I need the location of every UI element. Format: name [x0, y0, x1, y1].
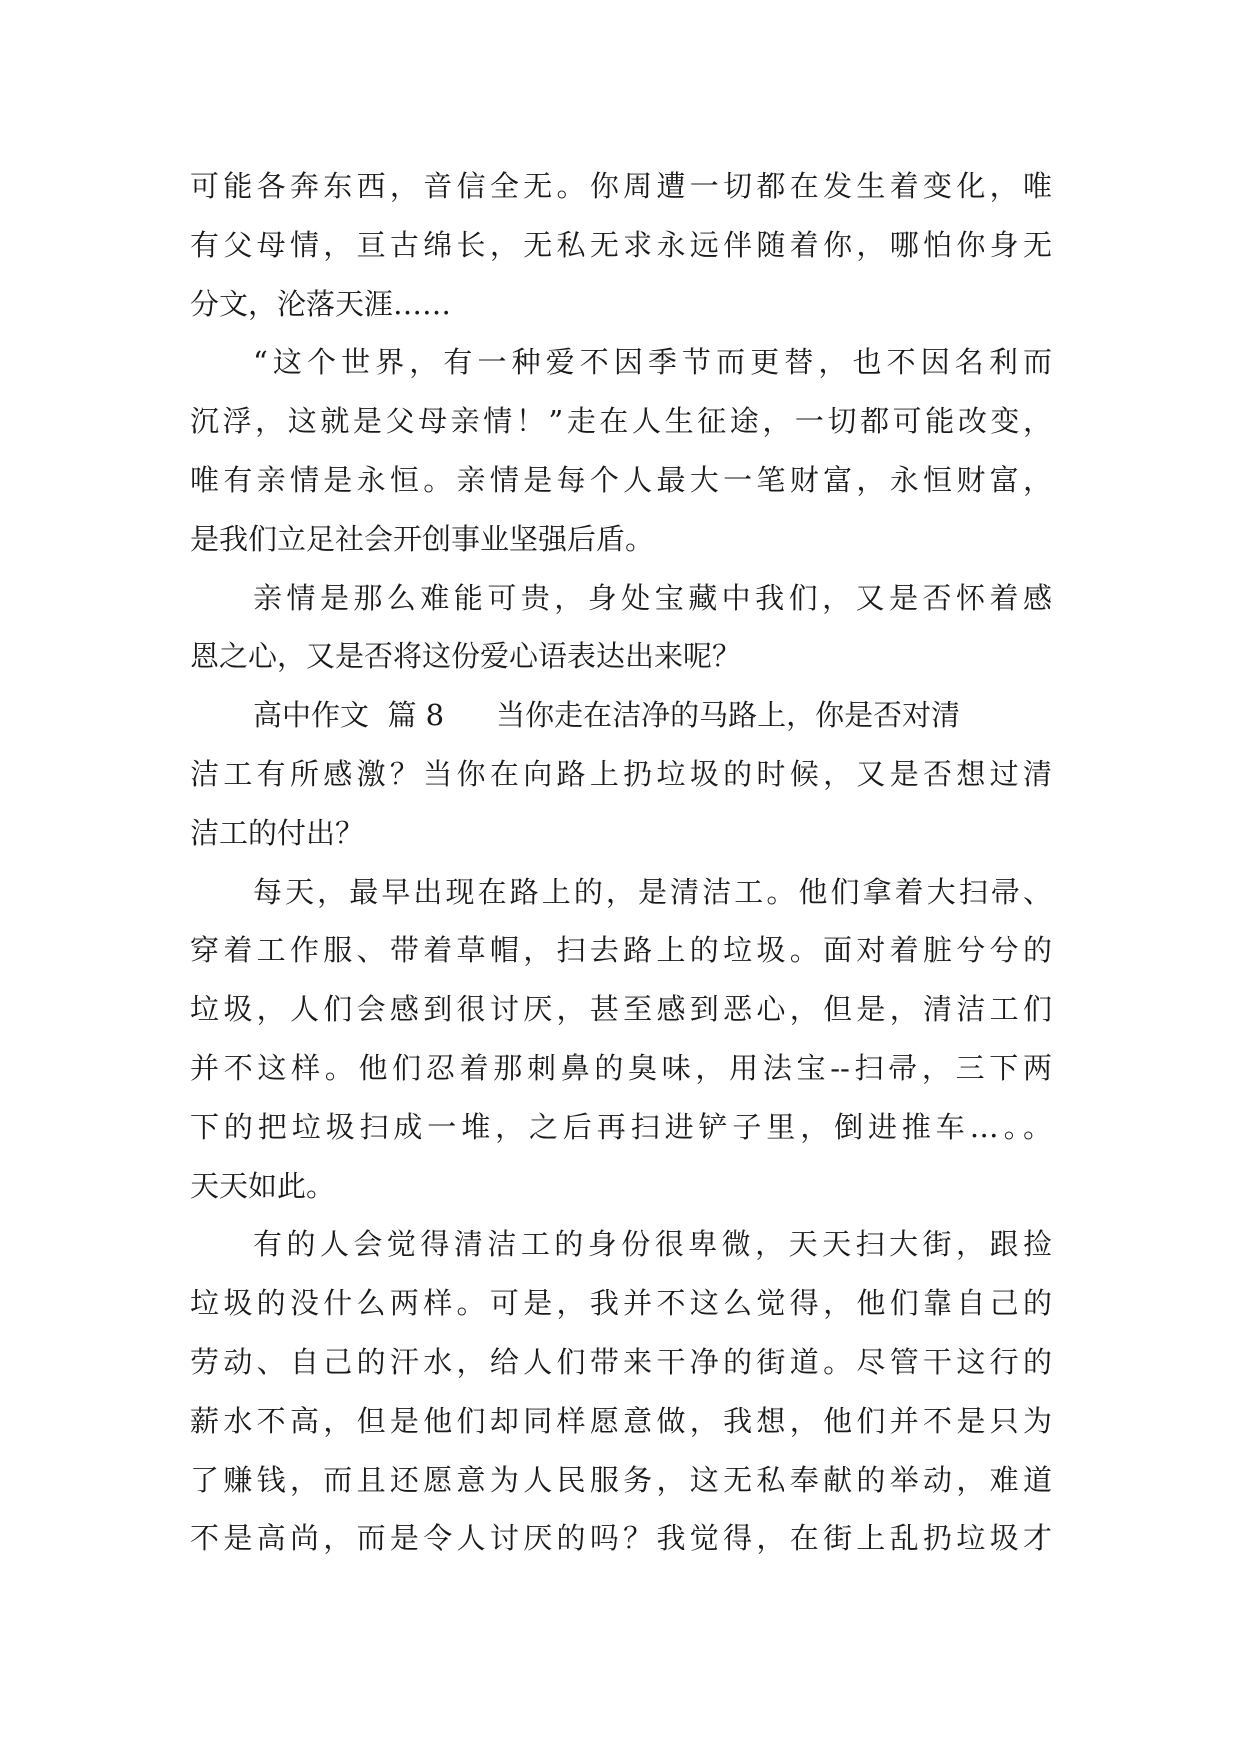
text-line: 恩之心，又是否将这份爱心语表达出来呢？ — [190, 639, 742, 674]
text-line: 垃圾，人们会感到很讨厌，甚至感到恶心，但是，清洁工们 — [190, 992, 1052, 1027]
text-line: 并不这样。他们忍着那刺鼻的臭味，用法宝--扫帚，三下两 — [190, 1050, 1052, 1085]
text-line: 天天如此。 — [190, 1168, 336, 1203]
text-line: 每天，最早出现在路上的，是清洁工。他们拿着大扫帚、 — [253, 874, 1052, 909]
essay-text — [190, 157, 1052, 1568]
text-line: 有父母情，亘古绵长，无私无求永远伴随着你，哪怕你身无 — [190, 227, 1052, 262]
section-heading-line — [190, 686, 1052, 745]
text-line: 薪水不高，但是他们却同样愿意做，我想，他们并不是只为 — [190, 1403, 1052, 1438]
section-title: 高中作文 — [253, 698, 370, 733]
text-line: 洁工有所感激？当你在向路上扔垃圾的时候，又是否想过清 — [190, 756, 1052, 791]
section-number: 篇 8 — [387, 698, 445, 733]
text-line: 亲情是那么难能可贵，身处宝藏中我们，又是否怀着感 — [253, 580, 1052, 615]
text-line: 沉浮，这就是父母亲情！”走在人生征途，一切都可能改变， — [190, 404, 1052, 439]
text-line: 下的把垃圾扫成一堆，之后再扫进铲子里，倒进推车…。。 — [190, 1109, 1052, 1144]
text-line: 垃圾的没什么两样。可是，我并不这么觉得，他们靠自己的 — [190, 1286, 1052, 1321]
text-line: 穿着工作服、带着草帽，扫去路上的垃圾。面对着脏兮兮的 — [190, 933, 1052, 968]
text-line: 是我们立足社会开创事业坚强后盾。 — [190, 521, 655, 556]
text-line: “这个世界，有一种爱不因季节而更替，也不因名利而 — [253, 345, 1052, 380]
text-line: 劳动、自己的汗水，给人们带来干净的街道。尽管干这行的 — [190, 1344, 1052, 1379]
text-line: 分文，沦落天涯…… — [190, 286, 452, 321]
text-line: 不是高尚，而是令人讨厌的吗？我觉得，在街上乱扔垃圾才 — [190, 1521, 1052, 1556]
text-line: 当你走在洁净的马路上，你是否对清 — [496, 698, 961, 733]
text-line: 可能各奔东西，音信全无。你周遭一切都在发生着变化，唯 — [190, 169, 1052, 203]
text-line: 有的人会觉得清洁工的身份很卑微，天天扫大街，跟捡 — [253, 1227, 1052, 1262]
text-line: 了赚钱，而且还愿意为人民服务，这无私奉献的举动，难道 — [190, 1462, 1052, 1497]
text-line: 洁工的付出？ — [190, 815, 365, 850]
text-line: 唯有亲情是永恒。亲情是每个人最大一笔财富，永恒财富， — [190, 462, 1052, 497]
